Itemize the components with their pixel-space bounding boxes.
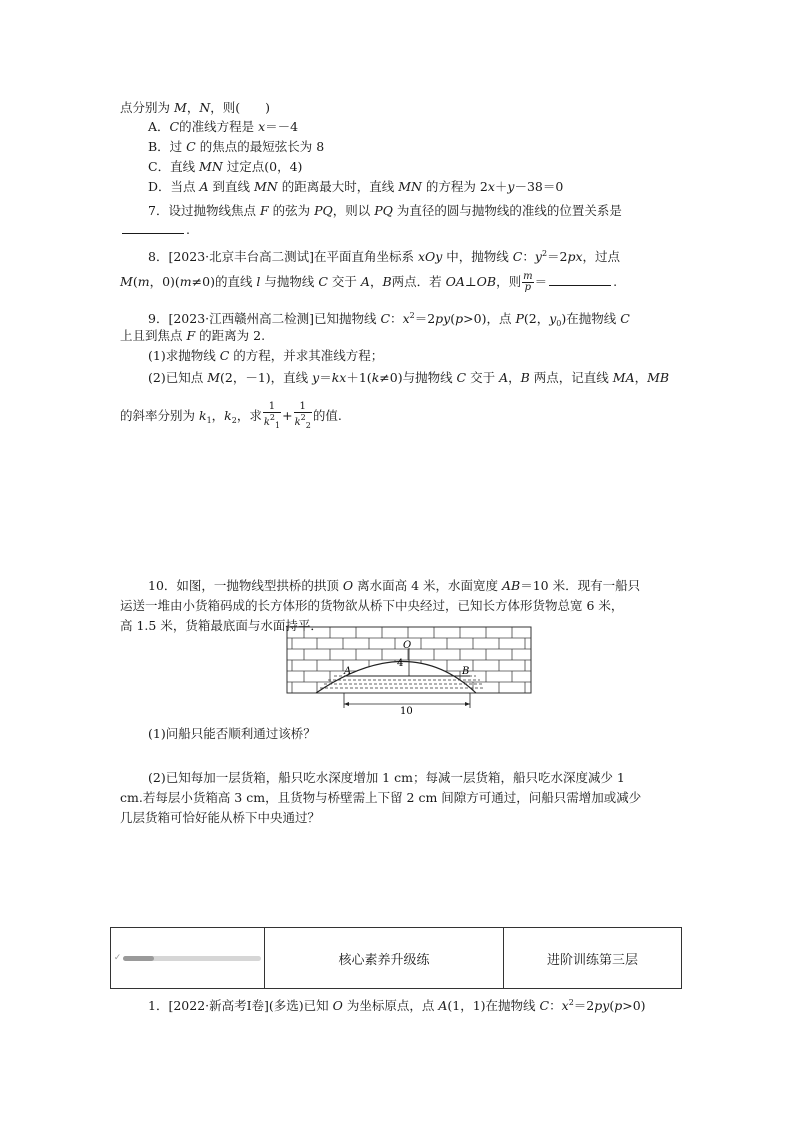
- label-o: O: [403, 640, 412, 651]
- q10-part2-line2: cm.若每层小货箱高 3 cm，且货物与桥壁需上下留 2 cm 间隙方可通过，问船只需增加或减少: [120, 790, 642, 805]
- water-lines: [320, 676, 484, 688]
- progress-cell: [111, 928, 265, 988]
- check-icon: ✓: [113, 953, 122, 963]
- section-title: 核心素养升级练: [265, 928, 504, 988]
- q10-part2-line1: (2)已知每加一层货箱，船只吃水深度增加 1 cm；每减一层货箱，船只吃水深度减少 1: [148, 770, 625, 785]
- q6-option-b: B．过 C 的焦点的最短弦长为 8: [148, 139, 325, 154]
- q6-option-d: D．当点 A 到直线 MN 的距离最大时，直线 MN 的方程为 2x＋y－38＝0: [148, 179, 564, 194]
- fraction-1-over-k1sq: $\frac{1}{k^2_1}$: [263, 401, 281, 430]
- answer-blank: [122, 223, 184, 234]
- q10-part2-line3: 几层货箱可恰好能从桥下中央通过？: [120, 810, 321, 825]
- q9-part2: (2)已知点 M(2，－1)，直线 y＝kx＋1(k≠0)与抛物线 C 交于 A，B 两点，记直线 MA，MB: [148, 370, 670, 385]
- arch-bridge-figure: [286, 626, 532, 714]
- q6-stem: 点分别为 M，N，则( ): [120, 100, 271, 115]
- progress-fill: [123, 956, 153, 961]
- q10-line3: 高 1.5 米，货箱最底面与水面持平．: [120, 618, 323, 633]
- label-10: 10: [400, 706, 413, 714]
- q8-line1: 8．[2023·北京丰台高二测试]在平面直角坐标系 xOy 中，抛物线 C：$y^2=2px$，过点: [148, 249, 621, 264]
- q9-line2: 上且到焦点 F 的距离为 2.: [120, 328, 266, 343]
- next-q1-line1: 1．[2022·新高考Ⅰ卷](多选)已知 O 为坐标原点，点 A(1，1)在抛物线 C：$x^2=2py(p>0)$: [148, 998, 646, 1013]
- q9-part2-cont: 的斜率分别为 $k_1$，$k_2$，求 $\frac{1}{k^2_1}$ + $\frac{1}{k^2_2}$ 的值.: [120, 401, 342, 430]
- section-level: 进阶训练第三层: [546, 952, 638, 968]
- q8-line2: M(m，0)(m≠0)的直线 l 与抛物线 C 交于 A，B两点．若 OA⊥OB，则 $\frac{m}{p}$ ＝ .: [120, 271, 618, 293]
- label-a: A: [344, 666, 352, 677]
- fraction-m-over-p: $\frac{m}{p}$: [523, 271, 533, 293]
- q9-line1: 9．[2023·江西赣州高二检测]已知抛物线 C：$x^2=2py(p>0)$，点 P(2，$y_0$)在抛物线 C: [148, 311, 630, 328]
- q10-part1: (1)问船只能否顺利通过该桥？: [148, 726, 316, 741]
- q10-line1: 10．如图，一抛物线型拱桥的拱顶 O 离水面高 4 米，水面宽度 AB＝10 米．现有一船只: [148, 578, 641, 593]
- q9-part1: (1)求抛物线 C 的方程，并求其准线方程；: [148, 348, 384, 363]
- q7-line1: 7．设过抛物线焦点 F 的弦为 PQ，则以 PQ 为直径的圆与抛物线的准线的位置关系是: [148, 203, 622, 218]
- label-b: B: [462, 666, 470, 677]
- answer-blank: [549, 275, 611, 286]
- q7-line2: .: [120, 222, 190, 238]
- section-header-table: [110, 927, 682, 989]
- q6-option-a: A．C的准线方程是 x＝－4: [148, 119, 299, 134]
- fraction-1-over-k2sq: $\frac{1}{k^2_2}$: [294, 401, 311, 430]
- label-4: 4: [397, 658, 404, 669]
- progress-bar: [123, 956, 261, 961]
- q6-option-c: C．直线 MN 过定点(0，4): [148, 159, 303, 174]
- q10-line2: 运送一堆由小货箱码成的长方体形的货物欲从桥下中央经过，已知长方体形货物总宽 6 米，: [120, 598, 624, 613]
